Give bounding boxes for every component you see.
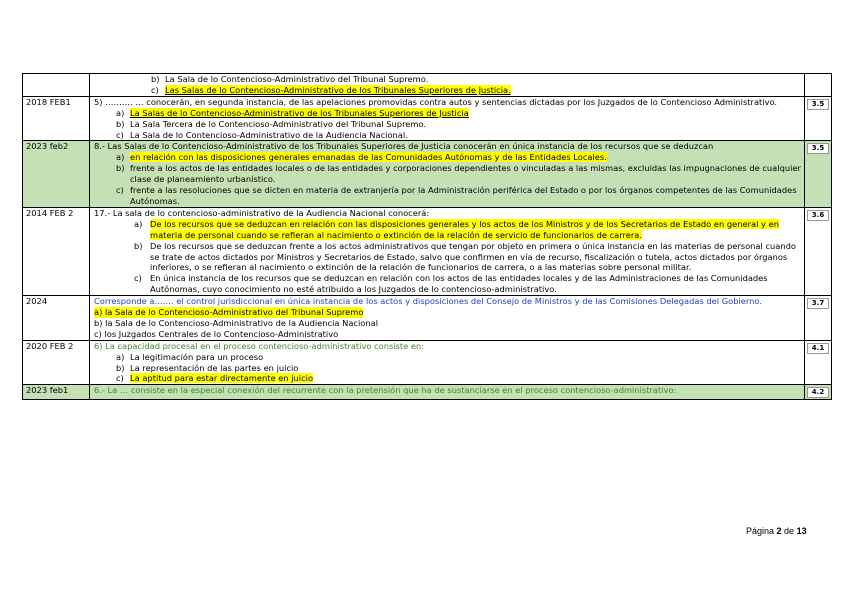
row-date: 2018 FEB1 xyxy=(23,96,90,141)
option-item xyxy=(94,219,801,241)
option-item xyxy=(94,373,801,384)
option-text: la Sala de lo Contencioso-Administrativo de la Audiencia Nacional xyxy=(105,317,379,328)
option-letter: c) xyxy=(116,373,124,384)
option-item xyxy=(94,329,801,340)
footer-middle: de xyxy=(781,526,797,536)
row-body xyxy=(90,74,805,97)
option-letter: a) xyxy=(116,107,125,118)
table-row xyxy=(23,296,832,341)
row-body xyxy=(90,340,805,385)
option-text-highlighted: Las Salas de lo Contencioso-Administrativo de los Tribunales Superiores de Justicia. xyxy=(165,84,511,95)
section-number: 3.7 xyxy=(807,298,829,309)
option-text-highlighted: La aptitud para estar directamente en juicio xyxy=(130,373,314,384)
row-body xyxy=(90,96,805,141)
option-letter: b) xyxy=(116,118,125,129)
option-item xyxy=(94,307,801,318)
question-text: 6.- La … consiste en la especial conexión del recurrente con la pretensión que ha de sustanciarse en el proceso contencioso-administrativo: xyxy=(94,385,677,396)
footer-total-pages: 13 xyxy=(796,526,807,536)
table-row xyxy=(23,74,832,97)
table-row xyxy=(23,340,832,385)
option-letter: b) xyxy=(94,317,103,328)
option-item xyxy=(94,185,801,207)
row-number xyxy=(805,74,832,97)
section-number: 3.5 xyxy=(807,99,829,110)
row-date: 2023 feb1 xyxy=(23,385,90,400)
row-date: 2024 xyxy=(23,296,90,341)
section-number: 4.2 xyxy=(807,387,829,398)
row-date: 2014 FEB 2 xyxy=(23,207,90,295)
footer-prefix: Página xyxy=(746,526,777,536)
row-number xyxy=(805,141,832,207)
section-number: 3.6 xyxy=(807,210,829,221)
row-number xyxy=(805,296,832,341)
option-text: La Sala Tercera de lo Contencioso-Administrativo del Tribunal Supremo. xyxy=(130,118,427,129)
option-letter: b) xyxy=(116,362,125,373)
table-row xyxy=(23,385,832,400)
option-text: frente a los actos de las entidades locales o de las entidades y corporaciones dependientes o vinculadas a las mismas, excluidas las impugnaciones de cualquier clase de planeamiento urbanístico. xyxy=(130,163,801,185)
footer-page-number: 2 xyxy=(776,526,782,536)
option-item xyxy=(94,119,801,130)
option-letter: a) xyxy=(134,218,143,229)
option-item xyxy=(94,163,801,185)
option-text: La Sala de lo Contencioso-Administrativo del Tribunal Supremo. xyxy=(165,74,429,84)
option-text: La representación de las partes en juicio xyxy=(130,362,299,373)
row-number xyxy=(805,96,832,141)
option-text: los Juzgados Centrales de lo Contencioso-Administrativo xyxy=(104,328,339,339)
row-number xyxy=(805,207,832,295)
row-body xyxy=(90,385,805,400)
row-date xyxy=(23,74,90,97)
option-text-highlighted: la Sala de lo Contencioso-Administrativo del Tribunal Supremo xyxy=(104,307,364,318)
section-number: 4.1 xyxy=(807,343,829,354)
row-number xyxy=(805,385,832,400)
option-letter: c) xyxy=(116,129,124,140)
option-item xyxy=(94,85,801,96)
option-item xyxy=(94,74,801,85)
option-letter: c) xyxy=(134,273,142,284)
option-item xyxy=(94,108,801,119)
questions-table xyxy=(22,73,832,400)
row-body xyxy=(90,207,805,295)
option-item xyxy=(94,363,801,374)
option-letter: a) xyxy=(116,351,125,362)
section-number: 3.5 xyxy=(807,143,829,154)
option-item xyxy=(94,152,801,163)
option-letter: c) xyxy=(94,328,102,339)
question-text: 17.- La sala de lo contencioso-administrativo de la Audiencia Nacional conocerá: xyxy=(94,207,430,218)
option-letter: a) xyxy=(116,152,125,163)
option-letter: a) xyxy=(94,307,103,318)
table-row xyxy=(23,141,832,207)
option-letter: b) xyxy=(134,240,143,251)
option-text-highlighted: De los recursos que se deduzcan en relación con las disposiciones generales y los actos de los Ministros y de los Secretarios de Estado en general y en materia de personal cuando se refieran al nacimiento o extinción de la relación de servicio de funcionarios de carrera. xyxy=(150,218,779,240)
row-body xyxy=(90,296,805,341)
option-item xyxy=(94,241,801,274)
option-text: De los recursos que se deduzcan frente a los actos administrativos que tengan por objeto en primera o única instancia en las materias de personal cuando se trate de actos dictados por Ministros y Secretarios de Estado, salvo que confirmen en vía de recurso, fiscalización o tutela, actos dictados por órganos inferiores, o se refieran al nacimiento o extinción de la relación de funcionarios de carrera, o a las materias sobre personal militar. xyxy=(150,240,796,273)
option-letter: c) xyxy=(151,84,159,95)
row-date: 2023 feb2 xyxy=(23,141,90,207)
option-text-highlighted: en relación con las disposiciones generales emanadas de las Comunidades Autónomas y de las Entidades Locales. xyxy=(130,152,607,163)
option-letter: c) xyxy=(116,185,124,196)
page-footer xyxy=(746,526,807,536)
option-item xyxy=(94,273,801,295)
option-text: En única instancia de los recursos que se deduzcan en relación con los actos de las entidades locales y de las Administraciones de las Comunidades Autónomas, cuyo conocimiento no esté atribuido a los Juzgados de lo contencioso-administrativo. xyxy=(150,273,768,295)
option-text: La Sala de lo Contencioso-Administrativo de la Audiencia Nacional. xyxy=(130,129,408,140)
option-text-highlighted: La Salas de lo Contencioso-Administrativo de los Tribunales Superiores de Justicia xyxy=(130,107,469,118)
option-item xyxy=(94,318,801,329)
option-item xyxy=(94,352,801,363)
row-body xyxy=(90,141,805,207)
option-item xyxy=(94,130,801,141)
option-letter: b) xyxy=(116,163,125,174)
question-text: 5) ………. … conocerán, en segunda instancia, de las apelaciones promovidas contra autos y sentencias dictadas por los Juzgados de lo Contencioso Administrativo. xyxy=(94,96,778,107)
question-text: Corresponde a……. el control jurisdiccional en única instancia de los actos y disposiciones del Consejo de Ministros y de las Comisiones Delegadas del Gobierno. xyxy=(94,296,763,307)
row-number xyxy=(805,340,832,385)
table-row xyxy=(23,207,832,295)
question-text: 8.- Las Salas de lo Contencioso-Administrativo de los Tribunales Superiores de Justicia conocerán en única instancia de los recursos que se deduzcan xyxy=(94,141,714,152)
question-text: 6) La capacidad procesal en el proceso contencioso-administrativo consiste en: xyxy=(94,340,425,351)
row-date: 2020 FEB 2 xyxy=(23,340,90,385)
option-text: frente a las resoluciones que se dicten en materia de extranjería por la Administración periférica del Estado o por los órganos competentes de las Comunidades Autónomas. xyxy=(130,185,797,206)
option-text: La legitimación para un proceso xyxy=(130,351,264,362)
table-row xyxy=(23,96,832,141)
option-letter: b) xyxy=(151,74,160,84)
